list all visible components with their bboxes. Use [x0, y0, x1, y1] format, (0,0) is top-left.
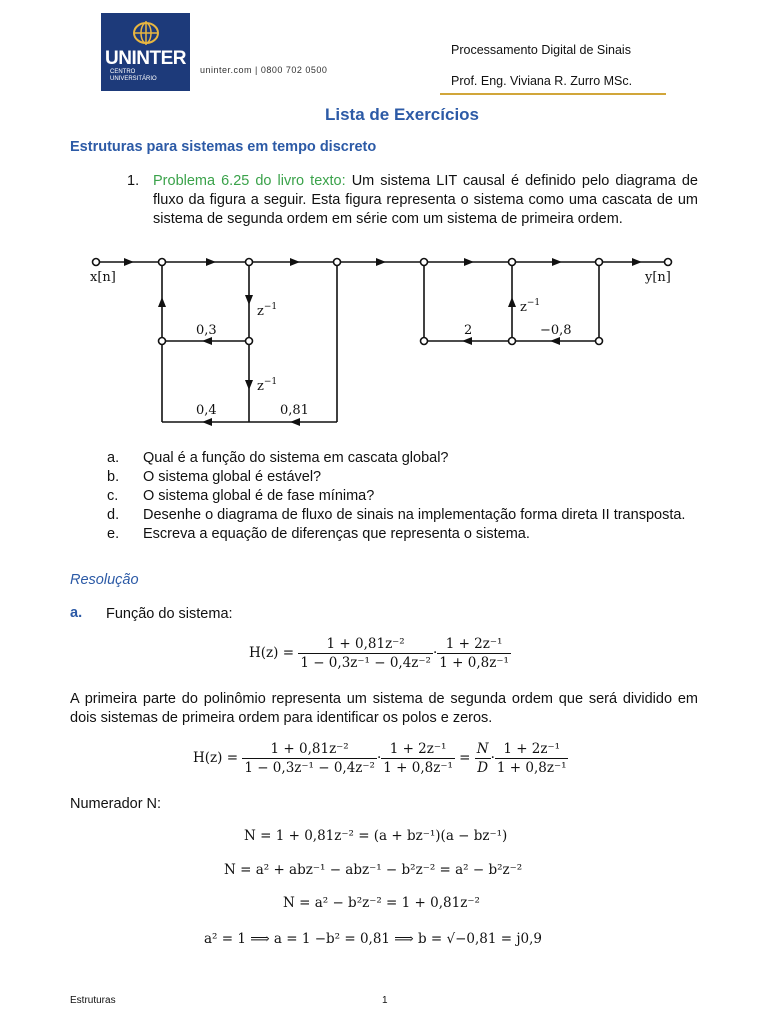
logo-wordmark: UNINTER [105, 48, 186, 69]
part-a-label: a. [70, 605, 83, 621]
problem-reference: Problema 6.25 do livro texto: [153, 173, 346, 189]
professor-name: Prof. Eng. Viviana R. Zurro MSc. [451, 74, 633, 88]
question-item-a [107, 449, 699, 468]
fraction-numerator: 1 + 2z⁻¹ [495, 741, 569, 759]
fraction-2 [437, 636, 511, 671]
header-rule [440, 93, 666, 95]
output-label: y[n] [645, 270, 671, 285]
contact-info: uninter.com | 0800 702 0500 [200, 65, 328, 75]
question-label: d. [107, 507, 120, 523]
gain-minus-0-8: −0,8 [540, 323, 572, 338]
delay-label-1: $z^{-1}$ [257, 302, 278, 319]
equation-n-factor: N = 1 + 0,81z⁻² = (a + bz⁻¹)(a − bz⁻¹) [244, 828, 508, 844]
fraction-1 [298, 636, 433, 671]
equation-split [193, 741, 568, 776]
fraction-denominator: 1 + 0,8z⁻¹ [496, 760, 567, 776]
question-label: c. [107, 488, 119, 504]
question-item-b [107, 468, 699, 487]
fraction-numerator: 1 + 0,81z⁻² [242, 741, 377, 759]
equation-n-compare: N = a² − b²z⁻² = 1 + 0,81z⁻² [283, 895, 480, 911]
signal-flow-diagram [80, 245, 690, 430]
paragraph-polynomial: A primeira parte do polinômio representa um sistema de segunda ordem que será dividido em dois sistemas de primeira ordem para identificar os polos e zeros. [70, 691, 698, 726]
question-item-e [107, 525, 699, 544]
question-text: Escreva a equação de diferenças que representa o sistema. [143, 526, 530, 542]
fraction-denominator: 1 − 0,3z⁻¹ − 0,4z⁻² [300, 655, 431, 671]
page-number: 1 [382, 995, 388, 1006]
course-name: Processamento Digital de Sinais [451, 43, 631, 57]
eq-lhs: H(z) = [193, 750, 239, 766]
eq-lhs: H(z) = [249, 645, 295, 661]
question-list [107, 449, 699, 544]
fraction-1 [242, 741, 377, 776]
question-label: e. [107, 526, 120, 542]
question-item-c [107, 487, 699, 506]
logo-sub-line-1: CENTRO [110, 69, 136, 75]
logo-subtitle [110, 69, 157, 83]
equation-a-b-values: a² = 1 ⟹ a = 1 −b² = 0,81 ⟹ b = √−0,81 = j0,9 [204, 931, 543, 947]
gain-0-81: 0,81 [280, 403, 309, 418]
question-item-d [107, 506, 699, 525]
problem-text: Um sistema LIT causal é definido pelo diagrama de fluxo da figura a seguir. Esta figura representa o sistema como uma cascata de um sistema de segunda ordem em série com um sistema de primeira ordem. [153, 173, 698, 227]
question-text: Qual é a função do sistema em cascata global? [143, 450, 449, 466]
gain-0-4: 0,4 [196, 403, 217, 418]
problem-statement [153, 172, 698, 229]
fraction-numerator: 1 + 2z⁻¹ [381, 741, 455, 759]
fraction-n-over-d [475, 741, 491, 776]
fraction-denominator: D [477, 760, 489, 776]
question-text: Desenhe o diagrama de fluxo de sinais na implementação forma direta II transposta. [143, 507, 686, 523]
logo-sub-line-2: UNIVERSITÁRIO [110, 76, 157, 82]
delay-label-3: $z^{-1}$ [520, 298, 541, 315]
fraction-3 [495, 741, 569, 776]
fraction-denominator: 1 − 0,3z⁻¹ − 0,4z⁻² [244, 760, 375, 776]
question-label: b. [107, 469, 120, 485]
question-text: O sistema global é de fase mínima? [143, 488, 375, 504]
input-label: x[n] [90, 270, 116, 285]
eq-dot: · [376, 750, 382, 766]
eq-dot: · [490, 750, 495, 766]
fraction-numerator: 1 + 0,81z⁻² [298, 636, 433, 654]
part-a-text: Função do sistema: [106, 606, 233, 622]
fraction-denominator: 1 + 0,8z⁻¹ [383, 760, 453, 776]
page-title: Lista de Exercícios [324, 105, 480, 124]
globe-logo-icon [128, 19, 164, 47]
section-subtitle: Estruturas para sistemas em tempo discreto [70, 139, 377, 155]
equation-n-expand: N = a² + abz⁻¹ − abz⁻¹ − b²z⁻² = a² − b²z⁻² [224, 862, 523, 878]
eq-dot: · [432, 645, 438, 661]
footer-section: Estruturas [70, 995, 116, 1006]
fraction-2 [381, 741, 455, 776]
gain-0-3: 0,3 [196, 323, 217, 338]
fraction-denominator: 1 + 0,8z⁻¹ [439, 655, 509, 671]
gain-2: 2 [464, 323, 473, 338]
question-text: O sistema global é estável? [143, 469, 322, 485]
fraction-numerator: 1 + 2z⁻¹ [437, 636, 511, 654]
eq-equals: = [459, 750, 471, 766]
question-label: a. [107, 450, 120, 466]
equation-system-function [249, 636, 511, 671]
numerator-label: Numerador N: [70, 796, 162, 812]
resolution-heading: Resolução [70, 572, 139, 588]
problem-number: 1. [127, 173, 140, 189]
uninter-logo [101, 13, 190, 91]
fraction-numerator: N [476, 741, 489, 757]
delay-label-2: $z^{-1}$ [257, 377, 278, 394]
